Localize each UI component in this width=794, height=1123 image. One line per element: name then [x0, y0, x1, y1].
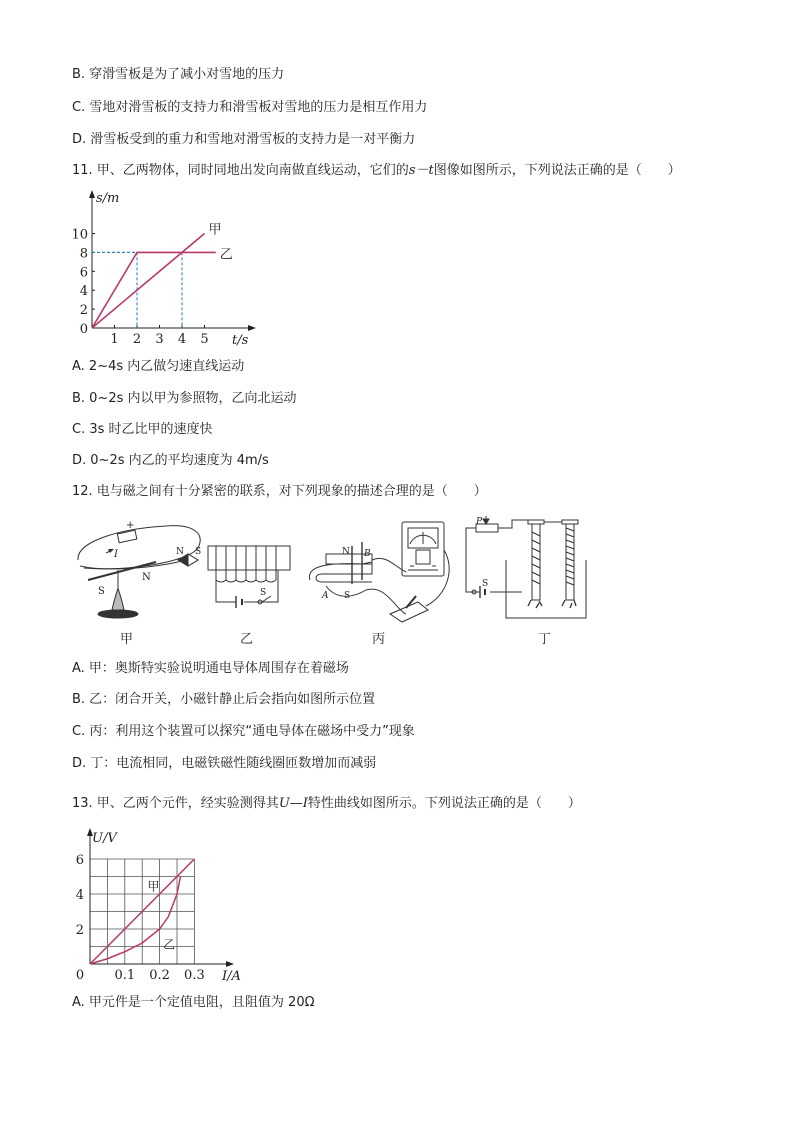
x-tick-label: 2	[132, 332, 142, 347]
q11-option-d: D. 0~2s 内乙的平均速度为 4m/s	[72, 453, 269, 468]
y-axis-arrow	[89, 190, 95, 198]
q11-option-a: A. 2~4s 内乙做匀速直线运动	[72, 359, 245, 374]
q13-option-a: A. 甲元件是一个定值电阻，且阻值为 20Ω	[72, 995, 315, 1010]
caption-jia: 甲	[120, 632, 134, 647]
q12-stem: 12. 电与磁之间有十分紧密的联系，对下列现象的描述合理的是（ ）	[72, 484, 487, 499]
st-chart	[70, 186, 260, 350]
series-label: 乙	[219, 247, 233, 263]
x-tick-label: 5	[200, 332, 209, 347]
q12-option-d: D. 丁：电流相同，电磁铁磁性随线圈匝数增加而减弱	[72, 756, 377, 771]
figure-ding-electromagnets	[466, 516, 586, 618]
label-s5: S	[482, 579, 489, 589]
series-line-2	[92, 252, 216, 328]
caption-ding: 丁	[538, 632, 552, 647]
caption-bing: 丙	[372, 632, 386, 647]
q13-stem-b: 特性曲线如图所示。下列说法正确的是（ ）	[307, 796, 581, 811]
series-label-jia: 甲	[147, 879, 160, 894]
x-tick-label: 0.2	[149, 968, 170, 983]
y-axis-label: U/V	[92, 831, 117, 846]
q10-option-b: B. 穿滑雪板是为了减小对雪地的压力	[72, 67, 285, 82]
label-plus: +	[126, 520, 135, 531]
q13-stem-a: 13. 甲、乙两个元件，经实验测得其	[72, 796, 279, 811]
figure-bing-induction	[309, 522, 449, 622]
label-n1: N	[142, 572, 151, 583]
y-tick-label: 2	[75, 923, 84, 938]
label-s4: S	[344, 591, 351, 601]
q11-stem-b: 图像如图所示，下列说法正确的是（ ）	[433, 163, 681, 178]
q11-stem-symbol: s－t	[408, 163, 434, 178]
x-axis-arrow	[248, 325, 256, 331]
x-axis-arrow	[226, 961, 234, 967]
y-tick-label: 6	[79, 265, 88, 281]
q11-stem	[72, 162, 681, 180]
label-a: A	[322, 591, 329, 601]
x-axis-label: t/s	[232, 333, 249, 348]
caption-yi: 乙	[240, 632, 254, 647]
label-n2: N	[176, 547, 184, 557]
x-tick-label: 3	[155, 332, 164, 347]
series-line-1	[92, 234, 205, 329]
q10-option-d: D. 滑雪板受到的重力和雪地对滑雪板的支持力是一对平衡力	[72, 132, 416, 147]
q12-option-b: B. 乙：闭合开关，小磁针静止后会指向如图所示位置	[72, 692, 376, 707]
q12-option-a: A. 甲：奥斯特实验说明通电导体周围存在着磁场	[72, 661, 349, 676]
origin-label: 0	[75, 968, 85, 983]
y-tick-label: 4	[75, 888, 84, 903]
q13-stem	[72, 795, 581, 813]
x-tick-label: 4	[177, 332, 187, 347]
x-tick-label: 1	[110, 332, 119, 347]
y-tick-label: 10	[71, 227, 88, 243]
y-tick-label: 4	[79, 284, 88, 300]
q11-option-b: B. 0~2s 内以甲为参照物，乙向北运动	[72, 391, 297, 406]
label-current-i: I	[114, 549, 118, 560]
label-s3: S	[260, 588, 267, 598]
series-label: 甲	[208, 222, 222, 238]
series-label-yi: 乙	[163, 937, 176, 952]
label-p: P	[476, 517, 483, 527]
x-tick-label: 0.1	[114, 968, 136, 983]
figure-jia-oersted	[78, 526, 200, 618]
q11-option-c: C. 3s 时乙比甲的速度快	[72, 422, 213, 437]
y-tick-label: 2	[79, 303, 88, 319]
q12-figures	[66, 510, 596, 655]
ui-chart	[70, 822, 260, 984]
origin-label: 0	[79, 322, 88, 337]
y-tick-label: 8	[79, 246, 88, 262]
label-n4: N	[342, 547, 350, 557]
q10-option-c: C. 雪地对滑雪板的支持力和滑雪板对雪地的压力是相互作用力	[72, 100, 428, 115]
y-tick-label: 6	[75, 853, 84, 868]
q12-option-c: C. 丙：利用这个装置可以探究“通电导体在磁场中受力”现象	[72, 724, 415, 739]
y-axis-label: s/m	[96, 191, 120, 206]
q11-stem-a: 11. 甲、乙两物体，同时同地出发向南做直线运动，它们的	[72, 163, 409, 178]
q13-stem-symbol: U—I	[278, 796, 308, 811]
label-b: B	[364, 549, 371, 559]
label-s2: S	[195, 547, 202, 557]
x-tick-label: 0.3	[184, 968, 205, 983]
x-axis-label: I/A	[222, 969, 241, 984]
label-s1: S	[98, 586, 105, 597]
